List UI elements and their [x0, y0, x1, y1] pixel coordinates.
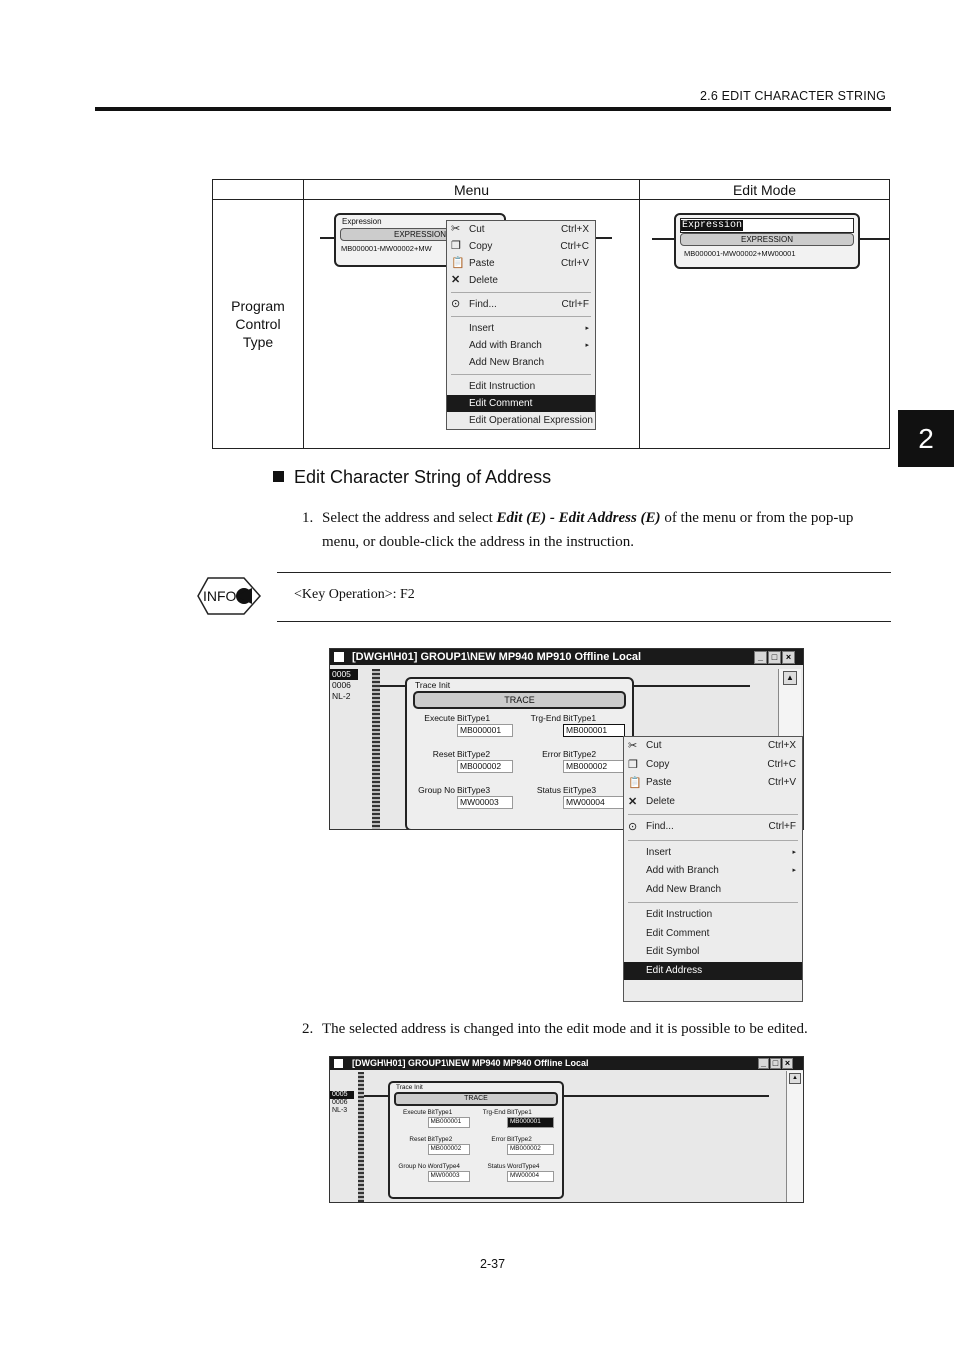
param-type: WordType4	[427, 1163, 460, 1170]
trace-rows	[407, 713, 632, 821]
menu-item[interactable]	[624, 881, 802, 900]
menu-item-label: Copy	[646, 758, 670, 770]
menu-item-label: Add with Branch	[469, 340, 542, 351]
menu-item[interactable]	[447, 272, 595, 289]
expression-label: Expression	[342, 217, 382, 226]
comparison-table	[212, 179, 890, 449]
submenu-arrow-icon: ▸	[585, 342, 589, 349]
param-type: BitType1	[427, 1109, 453, 1116]
param-label: Status	[487, 1163, 506, 1170]
row-type-line: Program	[231, 298, 285, 314]
menu-item-label: Paste	[646, 777, 672, 788]
binoculars-icon: ⊙	[451, 298, 461, 310]
menu-item[interactable]	[447, 395, 595, 412]
menu-item[interactable]	[624, 862, 802, 881]
param-label: Group No	[418, 785, 455, 795]
close-icon[interactable]: ×	[782, 1058, 793, 1069]
maximize-icon[interactable]: □	[770, 1058, 781, 1069]
trace-label: Trace Init	[415, 680, 451, 690]
paste-icon: 📋	[451, 257, 465, 269]
expression-box-edit	[674, 213, 860, 269]
menu-item-label: Paste	[469, 258, 495, 269]
trace-block	[405, 677, 634, 830]
menu-item-label: Edit Comment	[646, 927, 710, 939]
address-field[interactable]: MW00003	[428, 1171, 470, 1181]
param-label: Trg-End	[482, 1109, 506, 1116]
param-label: Error	[542, 749, 561, 759]
menu-item-label: Delete	[646, 795, 675, 807]
param-type: BitType2	[507, 1136, 532, 1143]
step-label-selected: 0005	[330, 1091, 354, 1099]
info-rule-top	[277, 572, 891, 573]
table-corner	[213, 180, 304, 200]
param-type: BitType1	[563, 713, 597, 723]
step-1	[302, 506, 892, 554]
param-label: Reset	[432, 749, 455, 759]
chapter-tab: 2	[898, 410, 954, 467]
trace-title: TRACE	[413, 691, 626, 709]
param-label: Error	[491, 1136, 506, 1143]
submenu-arrow-icon: ▸	[585, 325, 589, 332]
step-2	[302, 1017, 892, 1041]
trace-row	[390, 1136, 562, 1163]
scissors-icon: ✂	[628, 740, 638, 752]
param-type: BitType2	[427, 1136, 453, 1143]
param-type: EitType3	[563, 785, 597, 795]
window-titlebar	[330, 649, 803, 665]
menu-item-label: Find...	[646, 821, 674, 832]
menu-item-shortcut: Ctrl+V	[560, 258, 589, 269]
step-number: 1.	[302, 510, 314, 526]
menu-item-label: Add with Branch	[646, 865, 719, 876]
param-label: Execute	[403, 1109, 426, 1116]
address-field[interactable]: MB000002	[428, 1144, 470, 1154]
param-type: WordType4	[507, 1163, 540, 1170]
param-type: BitType1	[457, 713, 491, 723]
step-label-selected: 0005	[330, 669, 358, 680]
address-field[interactable]: MB000002	[563, 760, 625, 773]
step-label: NL-3	[332, 1107, 348, 1114]
col-header-menu: Menu	[304, 180, 640, 200]
submenu-arrow-icon: ▸	[792, 867, 796, 874]
header-rule	[95, 107, 891, 111]
menu-separator	[451, 316, 591, 317]
running-header: 2.6 EDIT CHARACTER STRING	[700, 89, 887, 103]
menu-item-shortcut: Ctrl+X	[767, 740, 796, 751]
param-label: Reset	[409, 1136, 426, 1143]
menu-item-label: Insert	[646, 846, 672, 858]
trace-label: Trace Init	[396, 1084, 423, 1091]
step-text: Select the address and select	[322, 510, 497, 526]
submenu-arrow-icon: ▸	[792, 848, 796, 856]
bullet-square-icon	[273, 471, 284, 482]
row-type-line: Control	[235, 316, 281, 332]
step-text: of the menu or from the pop-up menu, or double-click the address in the instruction.	[322, 510, 854, 550]
step-text: The selected address is changed into the edit mode and it is possible to be edited.	[322, 1021, 808, 1037]
menu-item[interactable]	[447, 320, 595, 337]
menu-item[interactable]	[447, 221, 595, 238]
paste-icon: 📋	[628, 777, 642, 789]
menu-item[interactable]	[447, 378, 595, 395]
trace-title: TRACE	[394, 1092, 558, 1106]
param-type: BitType2	[563, 749, 597, 759]
binoculars-icon: ⊙	[628, 821, 638, 833]
menu-item[interactable]	[447, 296, 595, 313]
expression-title: EXPRESSION	[680, 233, 854, 246]
step-label: 0006	[332, 1099, 348, 1106]
window-titlebar	[330, 1057, 803, 1070]
menu-item[interactable]	[624, 774, 802, 793]
step-number: 2.	[302, 1021, 314, 1037]
address-edit-field[interactable]: MB000001	[507, 1117, 554, 1127]
address-field[interactable]: MW00004	[563, 796, 625, 809]
vertical-scrollbar[interactable]	[786, 1071, 803, 1202]
trace-row	[390, 1109, 562, 1136]
address-field[interactable]: MW00003	[457, 796, 513, 809]
param-type: BitType1	[507, 1109, 532, 1116]
menu-item[interactable]	[447, 354, 595, 371]
context-menu	[623, 736, 803, 1002]
address-field[interactable]: MB000001	[428, 1117, 470, 1127]
menu-item-shortcut: Ctrl+X	[560, 224, 589, 235]
menu-item[interactable]	[447, 238, 595, 255]
address-field[interactable]: MB000002	[507, 1144, 554, 1154]
menu-item[interactable]	[624, 943, 802, 962]
info-key-operation: <Key Operation>: F2	[294, 587, 415, 602]
param-type: BitType3	[457, 785, 491, 795]
ruler-bar	[372, 669, 380, 829]
menu-separator	[628, 902, 798, 903]
expression-edit-field[interactable]	[680, 218, 854, 233]
menu-item-label: Cut	[646, 740, 662, 751]
param-label: Execute	[424, 713, 455, 723]
expression-edit-text: Expression	[682, 220, 743, 231]
ruler-bar	[358, 1072, 364, 1202]
page-number: 2-37	[480, 1257, 506, 1271]
menu-item-shortcut: Ctrl+C	[560, 241, 589, 252]
ladder-editor-window-edit	[329, 1056, 804, 1203]
x-icon: ✕	[628, 795, 638, 808]
section-title	[273, 467, 551, 488]
menu-figure-cell	[304, 200, 640, 449]
window-icon	[334, 652, 344, 662]
address-field[interactable]: MB000001	[457, 724, 513, 737]
trace-row	[407, 785, 632, 821]
section-title-text: Edit Character String of Address	[294, 467, 552, 487]
menu-separator	[628, 814, 798, 815]
menu-item-label: Insert	[469, 323, 495, 334]
scroll-up-icon[interactable]: ▲	[783, 671, 797, 685]
window-title: [DWGH\H01] GROUP1\NEW MP940 MP940 Offline Local	[352, 1058, 589, 1068]
scroll-up-icon[interactable]: ▲	[789, 1073, 801, 1084]
menu-separator	[451, 292, 591, 293]
menu-item[interactable]	[624, 756, 802, 775]
menu-item[interactable]	[624, 906, 802, 925]
maximize-icon[interactable]: □	[768, 651, 781, 664]
copy-icon: ❐	[628, 758, 638, 771]
address-field[interactable]: MB000002	[457, 760, 513, 773]
address-field[interactable]: MW00004	[507, 1171, 554, 1181]
scissors-icon: ✂	[451, 223, 461, 235]
window-icon	[334, 1059, 343, 1068]
trace-row	[390, 1163, 562, 1190]
info-label: INFO	[203, 588, 237, 604]
menu-item[interactable]	[624, 737, 802, 756]
edit-mode-figure-cell	[640, 200, 890, 449]
menu-item[interactable]	[624, 793, 802, 812]
param-label: Group No	[398, 1163, 426, 1170]
menu-separator	[451, 374, 591, 375]
close-icon[interactable]: ×	[782, 651, 795, 664]
minimize-icon[interactable]: _	[754, 651, 767, 664]
expression-text: MB000001-MW00002+MW00001	[684, 249, 796, 258]
expression-title: EXPRESSION	[340, 228, 500, 241]
menu-item[interactable]	[447, 337, 595, 354]
param-label: Status	[536, 785, 561, 795]
menu-item-label: Add New Branch	[646, 883, 722, 895]
menu-item-shortcut: Ctrl+F	[561, 299, 589, 310]
row-type-line: Type	[242, 334, 274, 350]
copy-icon: ❐	[451, 240, 461, 252]
step-label: NL-2	[332, 691, 351, 701]
menu-item-label: Add New Branch	[469, 357, 545, 368]
step-label: 0006	[332, 680, 351, 690]
menu-item-label: Cut	[469, 224, 485, 235]
minimize-icon[interactable]: _	[758, 1058, 769, 1069]
menu-item[interactable]	[624, 925, 802, 944]
menu-item-label: Delete	[469, 275, 498, 286]
menu-item[interactable]	[624, 844, 802, 863]
trace-row	[407, 713, 632, 749]
menu-path: Edit (E) - Edit Address (E)	[496, 510, 661, 526]
menu-item-label: Edit Symbol	[646, 946, 700, 957]
menu-item[interactable]	[624, 818, 802, 837]
menu-item-label: Edit Comment	[469, 398, 533, 409]
window-title: [DWGH\H01] GROUP1\NEW MP940 MP910 Offline Local	[352, 651, 642, 663]
menu-item-label: Edit Address	[646, 964, 703, 976]
trace-block	[388, 1081, 564, 1199]
menu-item-shortcut: Ctrl+F	[768, 821, 796, 832]
trace-rows	[390, 1109, 562, 1190]
info-rule-bottom	[277, 621, 891, 622]
x-icon: ✕	[451, 274, 461, 286]
menu-item-label: Find...	[469, 299, 497, 310]
row-type	[213, 200, 304, 449]
menu-item-label: Copy	[469, 241, 493, 252]
menu-item-shortcut: Ctrl+V	[767, 777, 796, 788]
menu-item[interactable]	[624, 962, 802, 981]
menu-item-label: Edit Operational Expression	[469, 415, 593, 426]
expression-text: MB000001-MW00002+MW	[341, 244, 432, 253]
col-header-edit-mode: Edit Mode	[640, 180, 890, 200]
menu-separator	[628, 840, 798, 841]
menu-item-label: Edit Instruction	[646, 909, 713, 920]
param-label: Trg-End	[530, 713, 561, 723]
address-field[interactable]: MB000001	[563, 724, 625, 737]
menu-item-shortcut: Ctrl+C	[767, 758, 796, 770]
menu-item[interactable]	[447, 255, 595, 272]
trace-row	[407, 749, 632, 785]
context-menu	[446, 220, 596, 430]
param-type: BitType2	[457, 749, 491, 759]
menu-item-label: Edit Instruction	[469, 381, 536, 392]
menu-item[interactable]	[447, 412, 595, 429]
